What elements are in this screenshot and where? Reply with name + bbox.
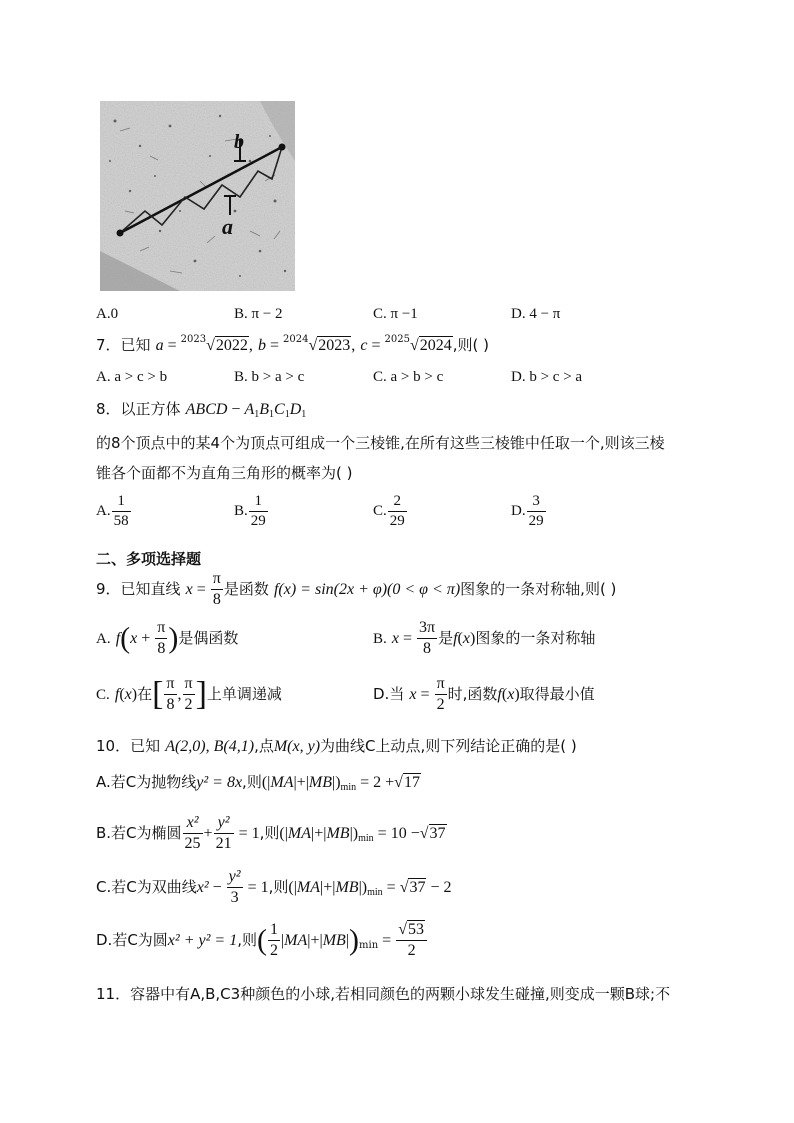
q6-option-c: C. π −1 — [373, 306, 418, 322]
q6-option-a: A.0 — [96, 306, 119, 322]
q8-option-c: C. $\frac{2}{29}$ — [373, 493, 405, 529]
q8-option-a: A. $\frac{1}{58}$ — [96, 493, 129, 529]
q9-option-c: C. f(x)在[ $\frac{\pi}{8}$ , $\frac{\pi}{2}$ ]上单调递减 — [96, 675, 282, 713]
section-2-heading: 二、多项选择题 — [96, 550, 202, 568]
q10-option-b: B.若C为椭圆 $\frac{\text{x²}}{25}$ + $\frac{\text{y²}}{21}$ = 1,则$(|MA|+|MB|)_{min} = 10 -√37$ — [96, 814, 446, 852]
question-10: 10．已知 A(2,0), B(4,1),点M(x, y)为曲线C上动点,则下列结论正确的是( ) — [96, 737, 577, 755]
q8-option-d: D. $\frac{3}{29}$ — [511, 493, 544, 529]
q6-option-b: B. π − 2 — [234, 306, 283, 322]
q7-option-a: A. a > c > b — [96, 369, 168, 385]
q9-option-b: B. x = $\frac{3\pi}{8}$ 是f(x)图象的一条对称轴 — [373, 619, 596, 657]
q9-option-d: D.当 x = $\frac{\pi}{2}$ 时,函数f(x)取得最小值 — [373, 675, 595, 713]
question-9: 9．已知直线 x = $\frac{\pi}{8}$ 是函数 f(x) = sin(2x + φ)(0 < φ < π)图象的一条对称轴,则( ) — [96, 570, 617, 608]
q7-option-c: C. a > b > c — [373, 369, 444, 385]
q8-line-3: 锥各个面都不为直角三角形的概率为( ) — [96, 464, 353, 482]
q8-option-b: B. $\frac{1}{29}$ — [234, 493, 266, 529]
question-8: 8．以正方体 ABCD − $A_1B_1C_1D_1$ — [96, 400, 307, 420]
question-7: 7．已知 a = $^{2023}$√2022, b = $^{2024}$√2023, c = $^{2025}$√2024,则( ) — [96, 334, 489, 354]
q7-option-b: B. b > a > c — [234, 369, 305, 385]
problem-figure — [100, 101, 295, 291]
figure-label-a: a — [222, 214, 233, 239]
q10-option-a: A.若C为抛物线y² = 8x,则$(|MA|+|MB|)_{min} = 2 +√17$ — [96, 773, 420, 793]
q9-option-a: A. f(x + $\frac{\pi}{8}$ )是偶函数 — [96, 619, 239, 657]
q7-option-d: D. b > c > a — [511, 369, 583, 385]
figure-label-b: b — [234, 131, 244, 153]
q8-line-2: 的8个顶点中的某4个为顶点可组成一个三棱锥,在所有这些三棱锥中任取一个,则该三棱 — [96, 434, 665, 452]
q10-option-d: D.若C为圆x² + y² = 1,则( $\frac{1}{2}$ $|MA|+|MB|)_{min}$ = $\frac{√53}{2}$ — [96, 922, 428, 959]
q10-option-c: C.若C为双曲线x² − $\frac{\text{y²}}{3}$ = 1,则$(|MA|+|MB|)_{min} = √37 - 2$ — [96, 868, 452, 906]
question-11: 11．容器中有A,B,C3种颜色的小球,若相同颜色的两颗小球发生碰撞,则变成一颗B球;不 — [96, 985, 671, 1003]
q6-option-d: D. 4 − π — [511, 306, 561, 322]
